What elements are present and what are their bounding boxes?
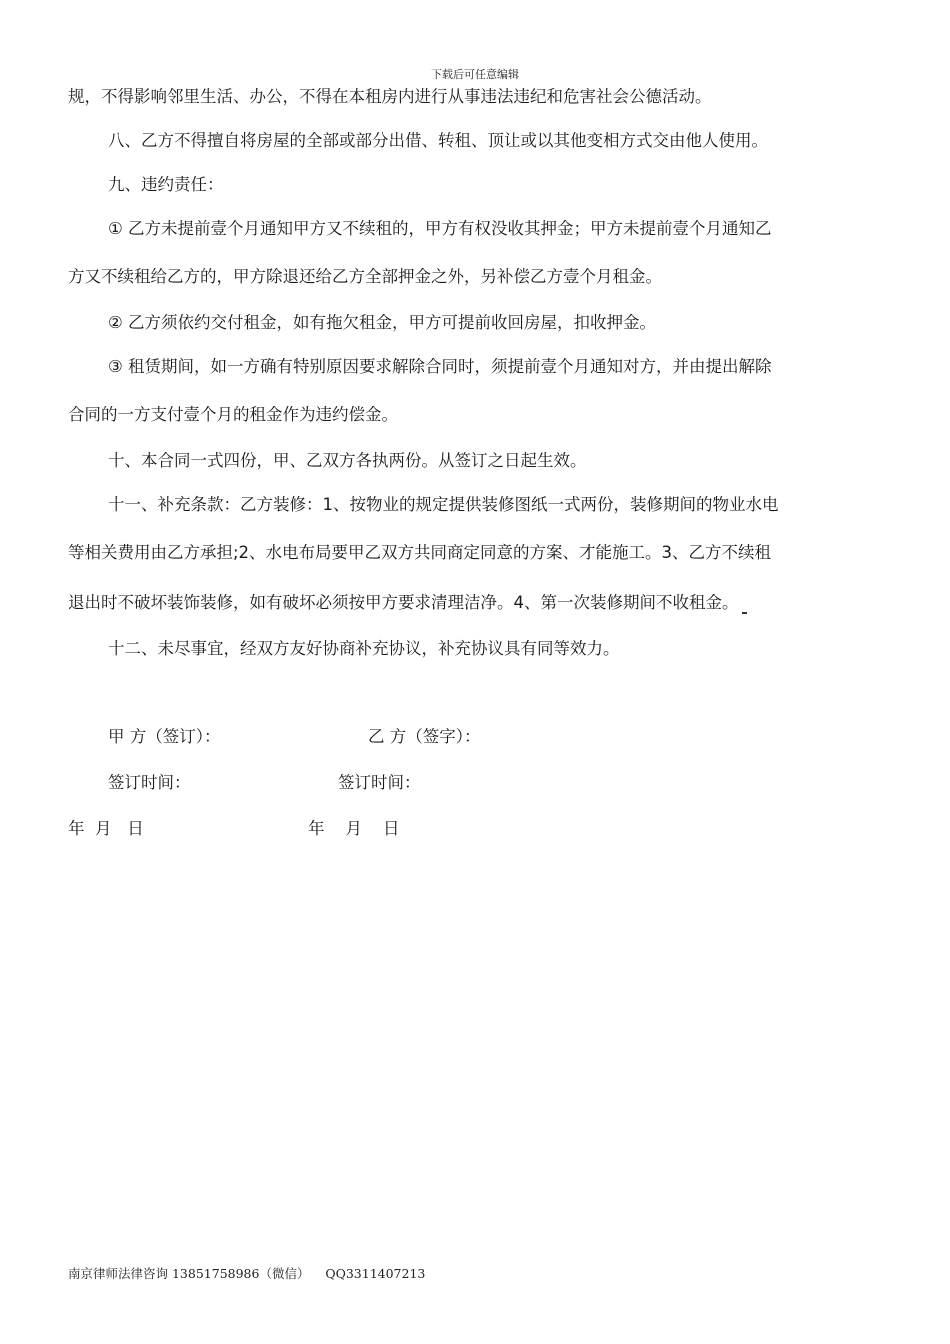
clause-11-line-3-text: 退出时不破坏装饰装修，如有破坏必须按甲方要求清理洁净。4、第一次装修期间不收租金。 [68, 593, 739, 612]
page-footer-contact: 南京律师法律咨询 13851758986（微信） QQ3311407213 [68, 1266, 426, 1281]
clause-11-line-1: 十一、补充条款：乙方装修：1、按物业的规定提供装修图纸一式两份，装修期间的物业水电 [108, 495, 779, 514]
party-b-date: 年 月 日 [308, 819, 400, 838]
clause-9-item-3-line-2: 合同的一方支付壹个月的租金作为违约偿金。 [68, 405, 398, 424]
clause-8: 八、乙方不得擅自将房屋的全部或部分出借、转租、顶让或以其他变相方式交由他人使用。 [108, 131, 768, 150]
party-a-date: 年 月 日 [68, 819, 144, 838]
clause-11-line-2: 等相关费用由乙方承担;2、水电布局要甲乙双方共同商定同意的方案、才能施工。3、乙方不续租 [68, 543, 772, 562]
clause-9-heading: 九、违约责任： [108, 175, 224, 194]
paragraph-line-1: 规，不得影响邻里生活、办公，不得在本租房内进行从事违法违纪和危害社会公德活动。 [68, 87, 712, 106]
clause-9-item-1-line-1: ① 乙方未提前壹个月通知甲方又不续租的，甲方有权没收其押金；甲方未提前壹个月通知乙 [108, 219, 772, 238]
clause-10: 十、本合同一式四份，甲、乙双方各执两份。从签订之日起生效。 [108, 451, 587, 470]
page-header-note: 下载后可任意编辑 [431, 68, 519, 81]
party-a-sign-time-label: 签订时间： [108, 773, 191, 792]
clause-12: 十二、未尽事宜，经双方友好协商补充协议，补充协议具有同等效力。 [108, 639, 620, 658]
party-b-sign-time-label: 签订时间： [338, 773, 421, 792]
text-cursor-mark [742, 612, 747, 614]
clause-9-item-3-line-1: ③ 租赁期间，如一方确有特别原因要求解除合同时，须提前壹个月通知对方，并由提出解除 [108, 357, 772, 376]
clause-9-item-1-line-2: 方又不续租给乙方的，甲方除退还给乙方全部押金之外，另补偿乙方壹个月租金。 [68, 267, 662, 286]
party-b-sign-label: 乙 方（签字）： [368, 727, 481, 746]
clause-9-item-2: ② 乙方须依约交付租金，如有拖欠租金，甲方可提前收回房屋，扣收押金。 [108, 313, 657, 332]
party-a-sign-label: 甲 方（签订）： [108, 727, 221, 746]
clause-11-line-3 [68, 590, 888, 616]
